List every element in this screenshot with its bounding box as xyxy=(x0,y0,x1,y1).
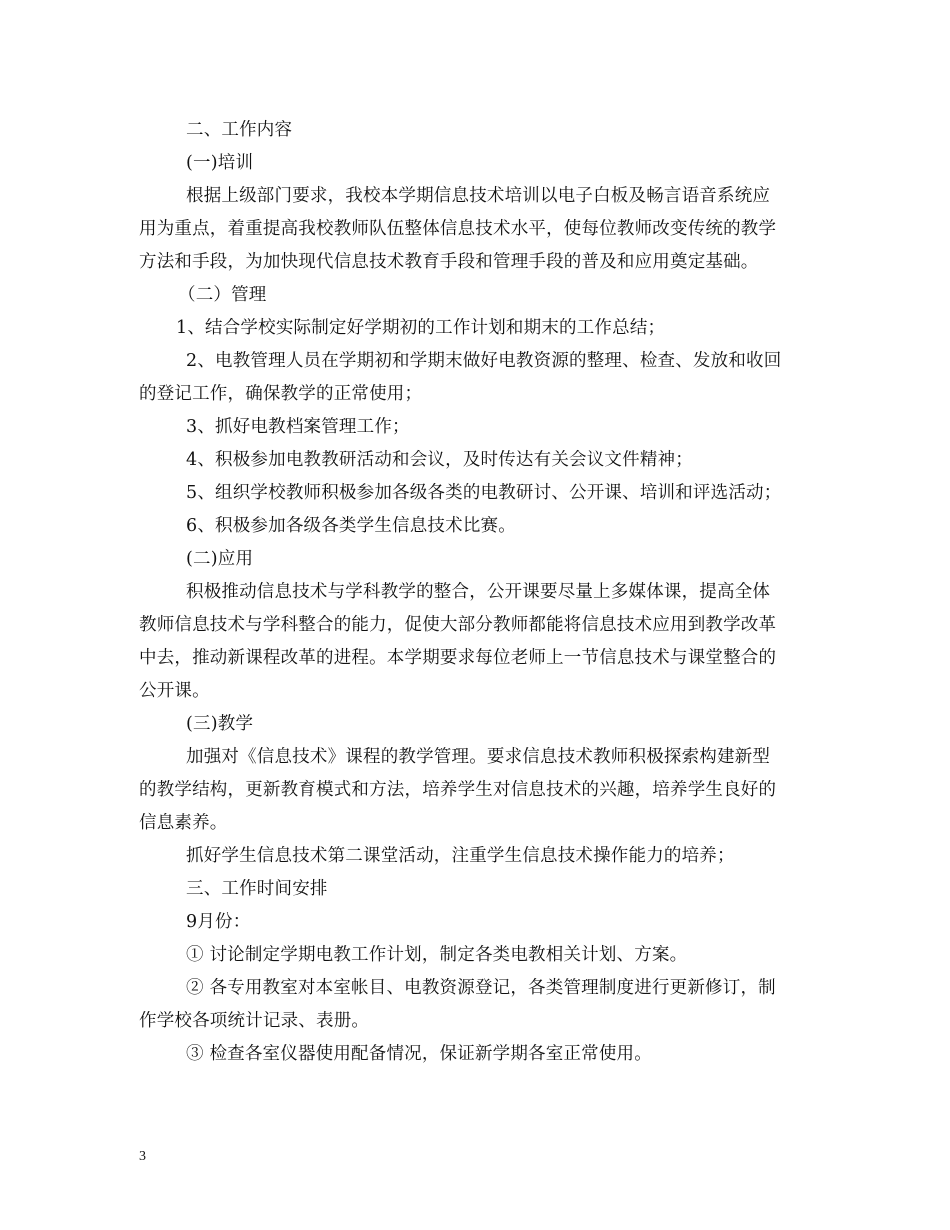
list-item-continuation: 作学校各项统计记录、表册。 xyxy=(139,1011,370,1031)
list-item: 1、结合学校实际制定好学期初的工作计划和期末的工作总结； xyxy=(176,318,666,338)
list-item: ② 各专用教室对本室帐目、电教资源登记，各类管理制度进行更新修订，制 xyxy=(186,978,776,998)
paragraph-line: 根据上级部门要求，我校本学期信息技术培训以电子白板及畅言语音系统应 xyxy=(186,186,771,206)
list-item: 3、抓好电教档案管理工作； xyxy=(186,417,410,437)
paragraph-line: 中去，推动新课程改革的进程。本学期要求每位老师上一节信息技术与课堂整合的 xyxy=(139,648,777,668)
paragraph-line: 加强对《信息技术》课程的教学管理。要求信息技术教师积极探索构建新型 xyxy=(186,747,771,767)
section-heading: 二、工作内容 xyxy=(186,120,293,140)
list-item-continuation: 的登记工作，确保教学的正常使用； xyxy=(139,384,423,404)
subsection-heading: (一)培训 xyxy=(186,153,254,173)
paragraph-line: 教师信息技术与学科整合的能力，促使大部分教师都能将信息技术应用到教学改革 xyxy=(139,615,777,635)
paragraph-line: 积极推动信息技术与学科教学的整合，公开课要尽量上多媒体课，提高全体 xyxy=(186,582,771,602)
paragraph-line: 的教学结构，更新教育模式和方法，培养学生对信息技术的兴趣，培养学生良好的 xyxy=(139,780,777,800)
page-number: 3 xyxy=(139,1149,146,1164)
list-item: 6、积极参加各级各类学生信息技术比赛。 xyxy=(186,516,516,536)
list-item: 4、积极参加电教教研活动和会议，及时传达有关会议文件精神； xyxy=(186,450,693,470)
list-item: ① 讨论制定学期电教工作计划，制定各类电教相关计划、方案。 xyxy=(186,945,688,965)
subsection-heading: (三)教学 xyxy=(186,714,254,734)
paragraph-line: 方法和手段，为加快现代信息技术教育手段和管理手段的普及和应用奠定基础。 xyxy=(139,252,759,272)
list-item: 2、电教管理人员在学期初和学期末做好电教资源的整理、检查、发放和收回 xyxy=(186,351,782,371)
section-heading: 三、工作时间安排 xyxy=(186,879,328,899)
list-item: ③ 检查各室仪器使用配备情况，保证新学期各室正常使用。 xyxy=(186,1044,652,1064)
paragraph-line: 公开课。 xyxy=(139,681,210,701)
paragraph-line: 信息素养。 xyxy=(139,813,228,833)
list-item: 5、组织学校教师积极参加各级各类的电教研讨、公开课、培训和评选活动； xyxy=(186,483,782,503)
paragraph-line: 用为重点，着重提高我校教师队伍整体信息技术水平，使每位教师改变传统的教学 xyxy=(139,219,777,239)
month-heading: 9月份： xyxy=(186,912,251,932)
paragraph-line: 抓好学生信息技术第二课堂活动，注重学生信息技术操作能力的培养； xyxy=(186,846,735,866)
subsection-heading: （二）管理 xyxy=(178,285,267,305)
subsection-heading: (二)应用 xyxy=(186,549,254,569)
